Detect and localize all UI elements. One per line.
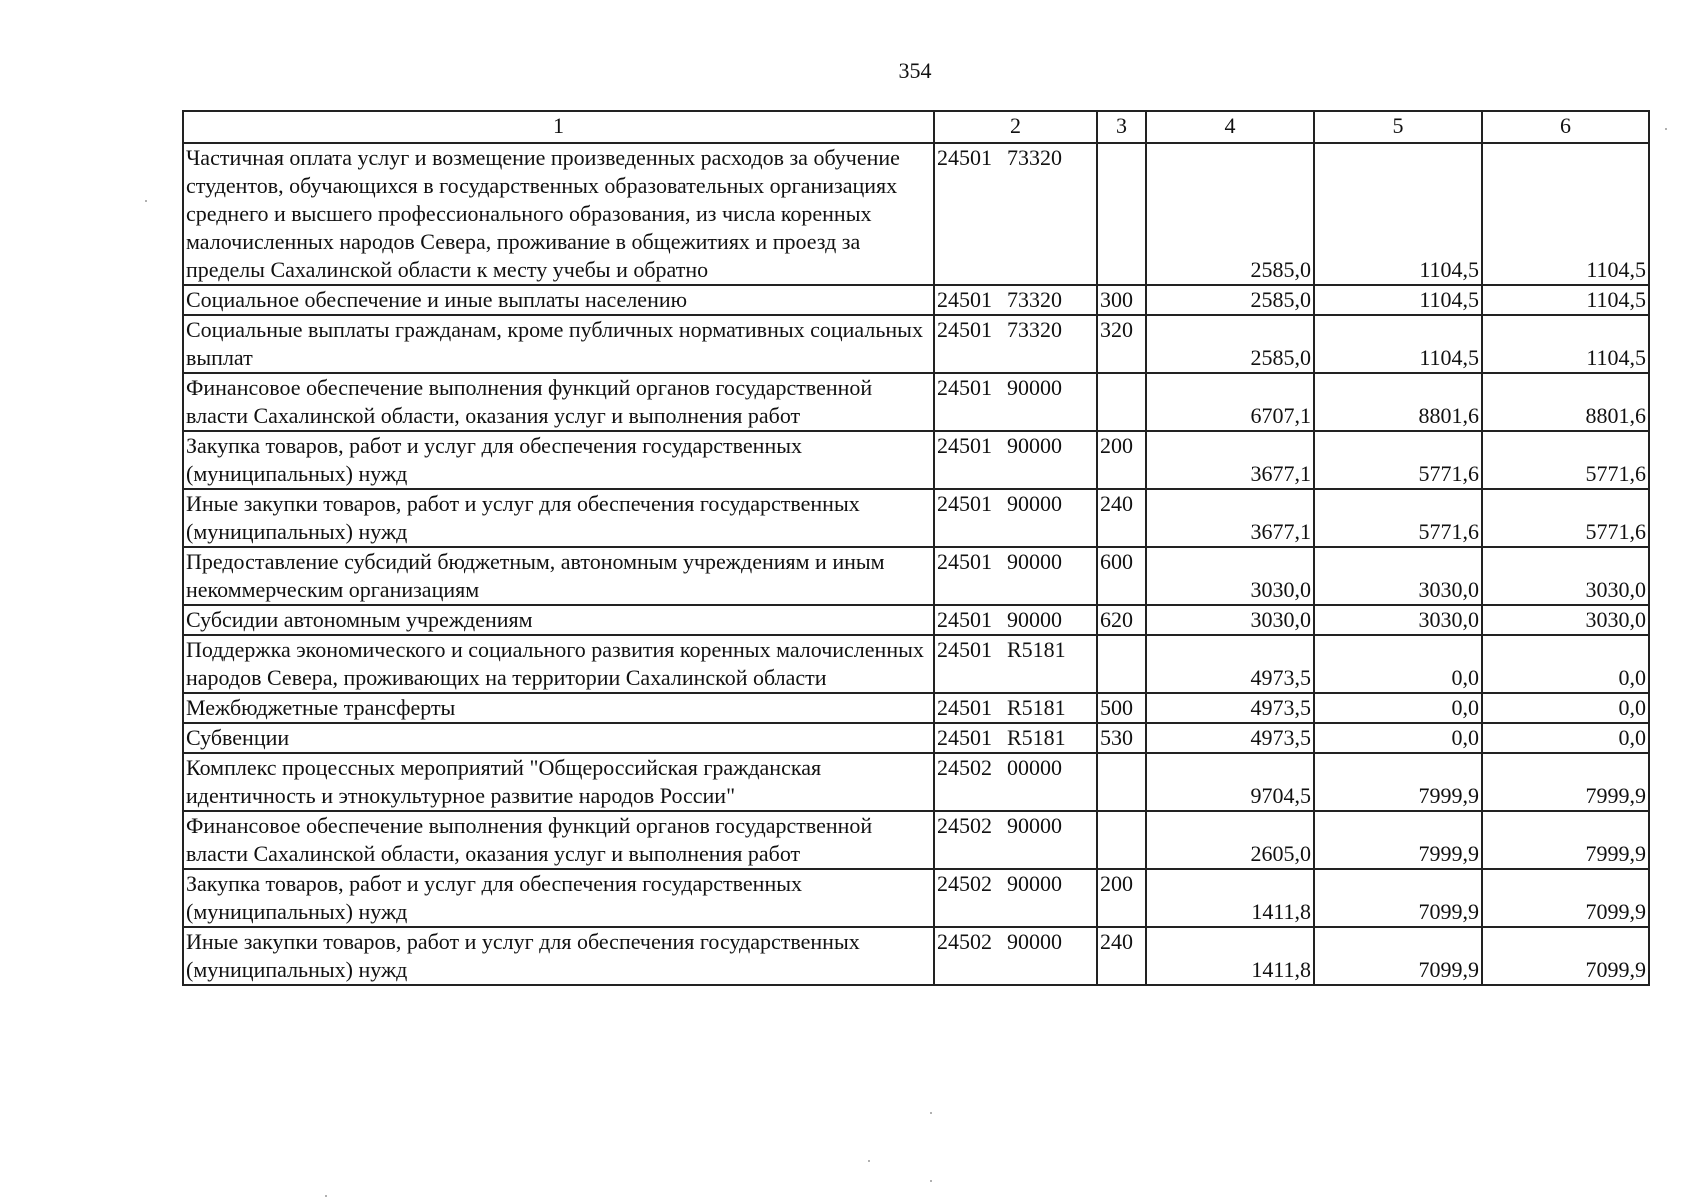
- row-code-article: 90000: [1007, 929, 1062, 954]
- table-row: [183, 693, 1649, 723]
- row-code-article: R5181: [1007, 725, 1066, 750]
- row-name: Социальное обеспечение и иные выплаты населению: [183, 285, 934, 315]
- row-name: Частичная оплата услуг и возмещение произведенных расходов за обучение студентов, обучающихся в государственных образовательных организациях среднего и высшего профессионального образования, из числа коренных малочисленных народов Севера, проживание в общежитиях и проезд за пределы Сахалинской области к месту учебы и обратно: [183, 143, 934, 285]
- row-name: Финансовое обеспечение выполнения функций органов государственной власти Сахалинской области, оказания услуг и выполнения работ: [183, 811, 934, 869]
- row-code: [934, 285, 1097, 315]
- row-code-article: R5181: [1007, 637, 1066, 662]
- row-value-4: 2605,0: [1146, 811, 1314, 869]
- row-value-5: 7999,9: [1314, 811, 1482, 869]
- row-code-article: 90000: [1007, 549, 1062, 574]
- row-value-4: 2585,0: [1146, 315, 1314, 373]
- table-row: [183, 753, 1649, 811]
- row-expense-type: 600: [1097, 547, 1146, 605]
- column-header-3: 3: [1097, 111, 1146, 143]
- row-value-6: 0,0: [1482, 723, 1649, 753]
- row-value-6: 8801,6: [1482, 373, 1649, 431]
- table-row: [183, 143, 1649, 285]
- row-expense-type: 320: [1097, 315, 1146, 373]
- scan-speck: [868, 1160, 870, 1162]
- table-row: [183, 373, 1649, 431]
- row-value-6: 1104,5: [1482, 285, 1649, 315]
- row-name: Закупка товаров, работ и услуг для обеспечения государственных (муниципальных) нужд: [183, 431, 934, 489]
- row-value-5: 3030,0: [1314, 547, 1482, 605]
- row-value-5: 1104,5: [1314, 315, 1482, 373]
- row-value-4: 1411,8: [1146, 869, 1314, 927]
- row-code: [934, 315, 1097, 373]
- row-value-5: 8801,6: [1314, 373, 1482, 431]
- row-name: Поддержка экономического и социального развития коренных малочисленных народов Севера, проживающих на территории Сахалинской области: [183, 635, 934, 693]
- column-header-1: 1: [183, 111, 934, 143]
- row-value-6: 7999,9: [1482, 811, 1649, 869]
- row-value-5: 7099,9: [1314, 927, 1482, 985]
- row-expense-type: 500: [1097, 693, 1146, 723]
- row-value-4: 3677,1: [1146, 431, 1314, 489]
- column-header-5: 5: [1314, 111, 1482, 143]
- scan-speck: [930, 1112, 932, 1114]
- row-code-section: 24501: [937, 317, 992, 342]
- row-code-section: 24501: [937, 607, 992, 632]
- row-code-article: 73320: [1007, 145, 1062, 170]
- row-value-5: 7999,9: [1314, 753, 1482, 811]
- row-value-5: 5771,6: [1314, 431, 1482, 489]
- row-code-section: 24501: [937, 695, 992, 720]
- row-code-article: 73320: [1007, 287, 1062, 312]
- row-value-4: 1411,8: [1146, 927, 1314, 985]
- row-name: Межбюджетные трансферты: [183, 693, 934, 723]
- budget-table-body: [183, 111, 1649, 985]
- row-name: Предоставление субсидий бюджетным, автономным учреждениям и иным некоммерческим организациям: [183, 547, 934, 605]
- row-value-5: 0,0: [1314, 635, 1482, 693]
- row-name: Комплекс процессных мероприятий "Общероссийская гражданская идентичность и этнокультурное развитие народов России": [183, 753, 934, 811]
- row-code-article: 73320: [1007, 317, 1062, 342]
- row-code: [934, 927, 1097, 985]
- row-code-article: 90000: [1007, 375, 1062, 400]
- row-value-5: 3030,0: [1314, 605, 1482, 635]
- row-expense-type: 240: [1097, 927, 1146, 985]
- column-header-2: 2: [934, 111, 1097, 143]
- table-row: [183, 605, 1649, 635]
- row-code-section: 24502: [937, 755, 992, 780]
- table-row: [183, 635, 1649, 693]
- row-expense-type: 620: [1097, 605, 1146, 635]
- budget-table: [182, 110, 1650, 986]
- page-number: 354: [898, 58, 932, 83]
- row-value-5: 1104,5: [1314, 285, 1482, 315]
- row-value-4: 3677,1: [1146, 489, 1314, 547]
- table-row: [183, 285, 1649, 315]
- row-code-article: 90000: [1007, 491, 1062, 516]
- row-expense-type: 200: [1097, 869, 1146, 927]
- row-code-article: 90000: [1007, 871, 1062, 896]
- row-code-section: 24502: [937, 813, 992, 838]
- row-code-section: 24502: [937, 929, 992, 954]
- row-expense-type: 200: [1097, 431, 1146, 489]
- row-value-6: 5771,6: [1482, 489, 1649, 547]
- row-value-5: 0,0: [1314, 723, 1482, 753]
- row-code: [934, 431, 1097, 489]
- row-code-section: 24501: [937, 725, 992, 750]
- row-value-4: 3030,0: [1146, 547, 1314, 605]
- row-value-4: 4973,5: [1146, 693, 1314, 723]
- row-code-section: 24501: [937, 375, 992, 400]
- row-expense-type: 530: [1097, 723, 1146, 753]
- row-code: [934, 373, 1097, 431]
- row-value-4: 2585,0: [1146, 143, 1314, 285]
- table-row: [183, 315, 1649, 373]
- scan-speck: [325, 1195, 327, 1197]
- row-code-article: R5181: [1007, 695, 1066, 720]
- column-header-4: 4: [1146, 111, 1314, 143]
- row-value-6: 0,0: [1482, 693, 1649, 723]
- table-row: [183, 811, 1649, 869]
- row-code: [934, 723, 1097, 753]
- row-code: [934, 753, 1097, 811]
- row-code: [934, 605, 1097, 635]
- row-name: Закупка товаров, работ и услуг для обеспечения государственных (муниципальных) нужд: [183, 869, 934, 927]
- row-value-6: 5771,6: [1482, 431, 1649, 489]
- row-value-4: 3030,0: [1146, 605, 1314, 635]
- scan-speck: [930, 1180, 932, 1182]
- row-expense-type: [1097, 635, 1146, 693]
- row-code-section: 24501: [937, 145, 992, 170]
- row-value-6: 3030,0: [1482, 547, 1649, 605]
- table-row: [183, 431, 1649, 489]
- row-name: Иные закупки товаров, работ и услуг для обеспечения государственных (муниципальных) нужд: [183, 927, 934, 985]
- row-name: Финансовое обеспечение выполнения функций органов государственной власти Сахалинской области, оказания услуг и выполнения работ: [183, 373, 934, 431]
- row-value-4: 2585,0: [1146, 285, 1314, 315]
- row-name: Субвенции: [183, 723, 934, 753]
- row-value-5: 0,0: [1314, 693, 1482, 723]
- table-row: [183, 927, 1649, 985]
- row-value-6: 7999,9: [1482, 753, 1649, 811]
- row-code-article: 90000: [1007, 433, 1062, 458]
- row-value-4: 4973,5: [1146, 723, 1314, 753]
- table-row: [183, 547, 1649, 605]
- row-code-section: 24501: [937, 287, 992, 312]
- row-value-4: 4973,5: [1146, 635, 1314, 693]
- row-value-6: 1104,5: [1482, 315, 1649, 373]
- table-row: [183, 723, 1649, 753]
- row-name: Иные закупки товаров, работ и услуг для обеспечения государственных (муниципальных) нужд: [183, 489, 934, 547]
- row-name: Социальные выплаты гражданам, кроме публичных нормативных социальных выплат: [183, 315, 934, 373]
- row-value-5: 7099,9: [1314, 869, 1482, 927]
- row-expense-type: 300: [1097, 285, 1146, 315]
- row-value-6: 7099,9: [1482, 869, 1649, 927]
- row-expense-type: 240: [1097, 489, 1146, 547]
- row-code: [934, 635, 1097, 693]
- table-header-row: [183, 111, 1649, 143]
- row-expense-type: [1097, 753, 1146, 811]
- column-header-6: 6: [1482, 111, 1649, 143]
- row-expense-type: [1097, 811, 1146, 869]
- row-value-4: 6707,1: [1146, 373, 1314, 431]
- row-code-section: 24501: [937, 549, 992, 574]
- row-code: [934, 489, 1097, 547]
- row-code-section: 24501: [937, 491, 992, 516]
- table-row: [183, 869, 1649, 927]
- row-code-section: 24502: [937, 871, 992, 896]
- row-value-6: 3030,0: [1482, 605, 1649, 635]
- row-code-article: 90000: [1007, 813, 1062, 838]
- row-value-5: 1104,5: [1314, 143, 1482, 285]
- row-name: Субсидии автономным учреждениям: [183, 605, 934, 635]
- row-value-6: 7099,9: [1482, 927, 1649, 985]
- row-code-section: 24501: [937, 637, 992, 662]
- row-expense-type: [1097, 143, 1146, 285]
- row-code: [934, 143, 1097, 285]
- row-code-article: 00000: [1007, 755, 1062, 780]
- row-value-4: 9704,5: [1146, 753, 1314, 811]
- row-code-section: 24501: [937, 433, 992, 458]
- row-code: [934, 693, 1097, 723]
- row-value-6: 0,0: [1482, 635, 1649, 693]
- row-code: [934, 811, 1097, 869]
- row-value-6: 1104,5: [1482, 143, 1649, 285]
- row-code-article: 90000: [1007, 607, 1062, 632]
- scan-speck: [145, 200, 147, 202]
- row-code: [934, 869, 1097, 927]
- table-row: [183, 489, 1649, 547]
- row-code: [934, 547, 1097, 605]
- row-value-5: 5771,6: [1314, 489, 1482, 547]
- row-expense-type: [1097, 373, 1146, 431]
- scan-speck: [1665, 128, 1667, 130]
